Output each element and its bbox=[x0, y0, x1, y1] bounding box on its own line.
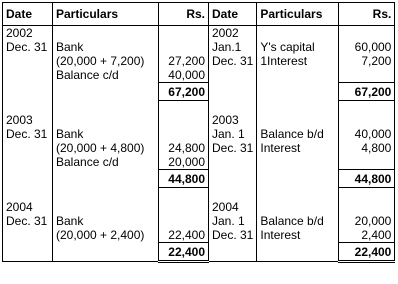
date-right: Dec. 31 bbox=[209, 141, 257, 155]
ledger-row bbox=[3, 40, 395, 54]
amount-left: 27,200 bbox=[159, 54, 209, 68]
ledger-row bbox=[3, 141, 395, 155]
date-right bbox=[209, 155, 257, 170]
spacer-cell bbox=[159, 188, 209, 201]
header-particulars-left: Particulars bbox=[53, 3, 159, 26]
ledger-row bbox=[3, 155, 395, 170]
total-right: 67,200 bbox=[339, 83, 395, 101]
date-right: Dec. 31 bbox=[209, 228, 257, 242]
date-left bbox=[3, 83, 53, 101]
amount-cell bbox=[159, 200, 209, 214]
date-left bbox=[3, 243, 53, 262]
year-row bbox=[3, 200, 395, 214]
header-date-right: Date bbox=[209, 3, 257, 26]
header-amount-right: Rs. bbox=[339, 3, 395, 26]
ledger-row bbox=[3, 127, 395, 141]
spacer-cell bbox=[53, 101, 159, 114]
amount-left bbox=[159, 214, 209, 228]
particulars-right: 1Interest bbox=[257, 54, 339, 68]
date-left bbox=[3, 54, 53, 68]
spacer-cell bbox=[257, 188, 339, 201]
date-left: Dec. 31 bbox=[3, 127, 53, 141]
total-row bbox=[3, 83, 395, 101]
particulars-right: Balance b/d bbox=[257, 214, 339, 228]
amount-right: 4,800 bbox=[339, 141, 395, 155]
spacer-cell bbox=[53, 188, 159, 201]
amount-right bbox=[339, 155, 395, 170]
spacer-cell bbox=[257, 101, 339, 114]
spacer-row bbox=[3, 188, 395, 201]
total-left: 44,800 bbox=[159, 170, 209, 188]
year-left: 2002 bbox=[3, 26, 53, 41]
particulars-left: Bank bbox=[53, 40, 159, 54]
date-left bbox=[3, 141, 53, 155]
header-particulars-right: Particulars bbox=[257, 3, 339, 26]
spacer-cell bbox=[3, 188, 53, 201]
spacer-cell bbox=[339, 101, 395, 114]
particulars-cell bbox=[53, 113, 159, 127]
date-right: Jan. 1 bbox=[209, 214, 257, 228]
particulars-right: Y's capital bbox=[257, 40, 339, 54]
date-left: Dec. 31 bbox=[3, 40, 53, 54]
particulars-right bbox=[257, 68, 339, 83]
amount-right: 7,200 bbox=[339, 54, 395, 68]
spacer-cell bbox=[3, 101, 53, 114]
amount-left: 22,400 bbox=[159, 228, 209, 242]
total-left: 67,200 bbox=[159, 83, 209, 101]
particulars-left: Balance c/d bbox=[53, 155, 159, 170]
total-right: 22,400 bbox=[339, 243, 395, 262]
amount-left: 20,000 bbox=[159, 155, 209, 170]
date-right: Jan.1 bbox=[209, 40, 257, 54]
amount-cell bbox=[159, 113, 209, 127]
ledger-row bbox=[3, 228, 395, 242]
particulars-right bbox=[257, 243, 339, 262]
date-left: Dec. 31 bbox=[3, 214, 53, 228]
particulars-left: Bank bbox=[53, 214, 159, 228]
particulars-left: (20,000 + 4,800) bbox=[53, 141, 159, 155]
date-right bbox=[209, 83, 257, 101]
amount-right: 20,000 bbox=[339, 214, 395, 228]
year-right: 2004 bbox=[209, 200, 257, 214]
amount-left: 24,800 bbox=[159, 141, 209, 155]
spacer-cell bbox=[209, 101, 257, 114]
date-left bbox=[3, 170, 53, 188]
spacer-cell bbox=[159, 101, 209, 114]
amount-left: 40,000 bbox=[159, 68, 209, 83]
particulars-right: Balance b/d bbox=[257, 127, 339, 141]
particulars-left bbox=[53, 170, 159, 188]
date-right bbox=[209, 170, 257, 188]
date-right bbox=[209, 243, 257, 262]
spacer-cell bbox=[339, 188, 395, 201]
ledger-row bbox=[3, 214, 395, 228]
particulars-right bbox=[257, 155, 339, 170]
year-right: 2003 bbox=[209, 113, 257, 127]
header-date-left: Date bbox=[3, 3, 53, 26]
amount-cell bbox=[159, 26, 209, 41]
amount-cell bbox=[339, 200, 395, 214]
header-amount-left: Rs. bbox=[159, 3, 209, 26]
particulars-left: Balance c/d bbox=[53, 68, 159, 83]
date-right bbox=[209, 68, 257, 83]
date-left bbox=[3, 155, 53, 170]
spacer-row bbox=[3, 101, 395, 114]
particulars-left: Bank bbox=[53, 127, 159, 141]
amount-left bbox=[159, 127, 209, 141]
amount-right bbox=[339, 68, 395, 83]
date-right: Dec. 31 bbox=[209, 54, 257, 68]
particulars-left bbox=[53, 243, 159, 262]
ledger-table bbox=[2, 2, 395, 263]
particulars-cell bbox=[257, 200, 339, 214]
spacer-cell bbox=[209, 188, 257, 201]
particulars-cell bbox=[53, 26, 159, 41]
particulars-cell bbox=[53, 200, 159, 214]
amount-right: 60,000 bbox=[339, 40, 395, 54]
particulars-cell bbox=[257, 26, 339, 41]
date-right: Jan. 1 bbox=[209, 127, 257, 141]
year-row bbox=[3, 26, 395, 41]
particulars-left: (20,000 + 2,400) bbox=[53, 228, 159, 242]
year-left: 2003 bbox=[3, 113, 53, 127]
date-left bbox=[3, 228, 53, 242]
particulars-right: Interest bbox=[257, 228, 339, 242]
year-left: 2004 bbox=[3, 200, 53, 214]
amount-right: 2,400 bbox=[339, 228, 395, 242]
ledger-row bbox=[3, 68, 395, 83]
header-row bbox=[3, 3, 395, 26]
year-right: 2002 bbox=[209, 26, 257, 41]
particulars-right bbox=[257, 170, 339, 188]
total-left: 22,400 bbox=[159, 243, 209, 262]
ledger-body bbox=[3, 26, 395, 262]
date-left bbox=[3, 68, 53, 83]
particulars-cell bbox=[257, 113, 339, 127]
total-row bbox=[3, 243, 395, 262]
amount-right: 40,000 bbox=[339, 127, 395, 141]
particulars-right: Interest bbox=[257, 141, 339, 155]
amount-left bbox=[159, 40, 209, 54]
particulars-right bbox=[257, 83, 339, 101]
amount-cell bbox=[339, 113, 395, 127]
particulars-left: (20,000 + 7,200) bbox=[53, 54, 159, 68]
year-row bbox=[3, 113, 395, 127]
ledger-row bbox=[3, 54, 395, 68]
particulars-left bbox=[53, 83, 159, 101]
total-row bbox=[3, 170, 395, 188]
total-right: 44,800 bbox=[339, 170, 395, 188]
amount-cell bbox=[339, 26, 395, 41]
